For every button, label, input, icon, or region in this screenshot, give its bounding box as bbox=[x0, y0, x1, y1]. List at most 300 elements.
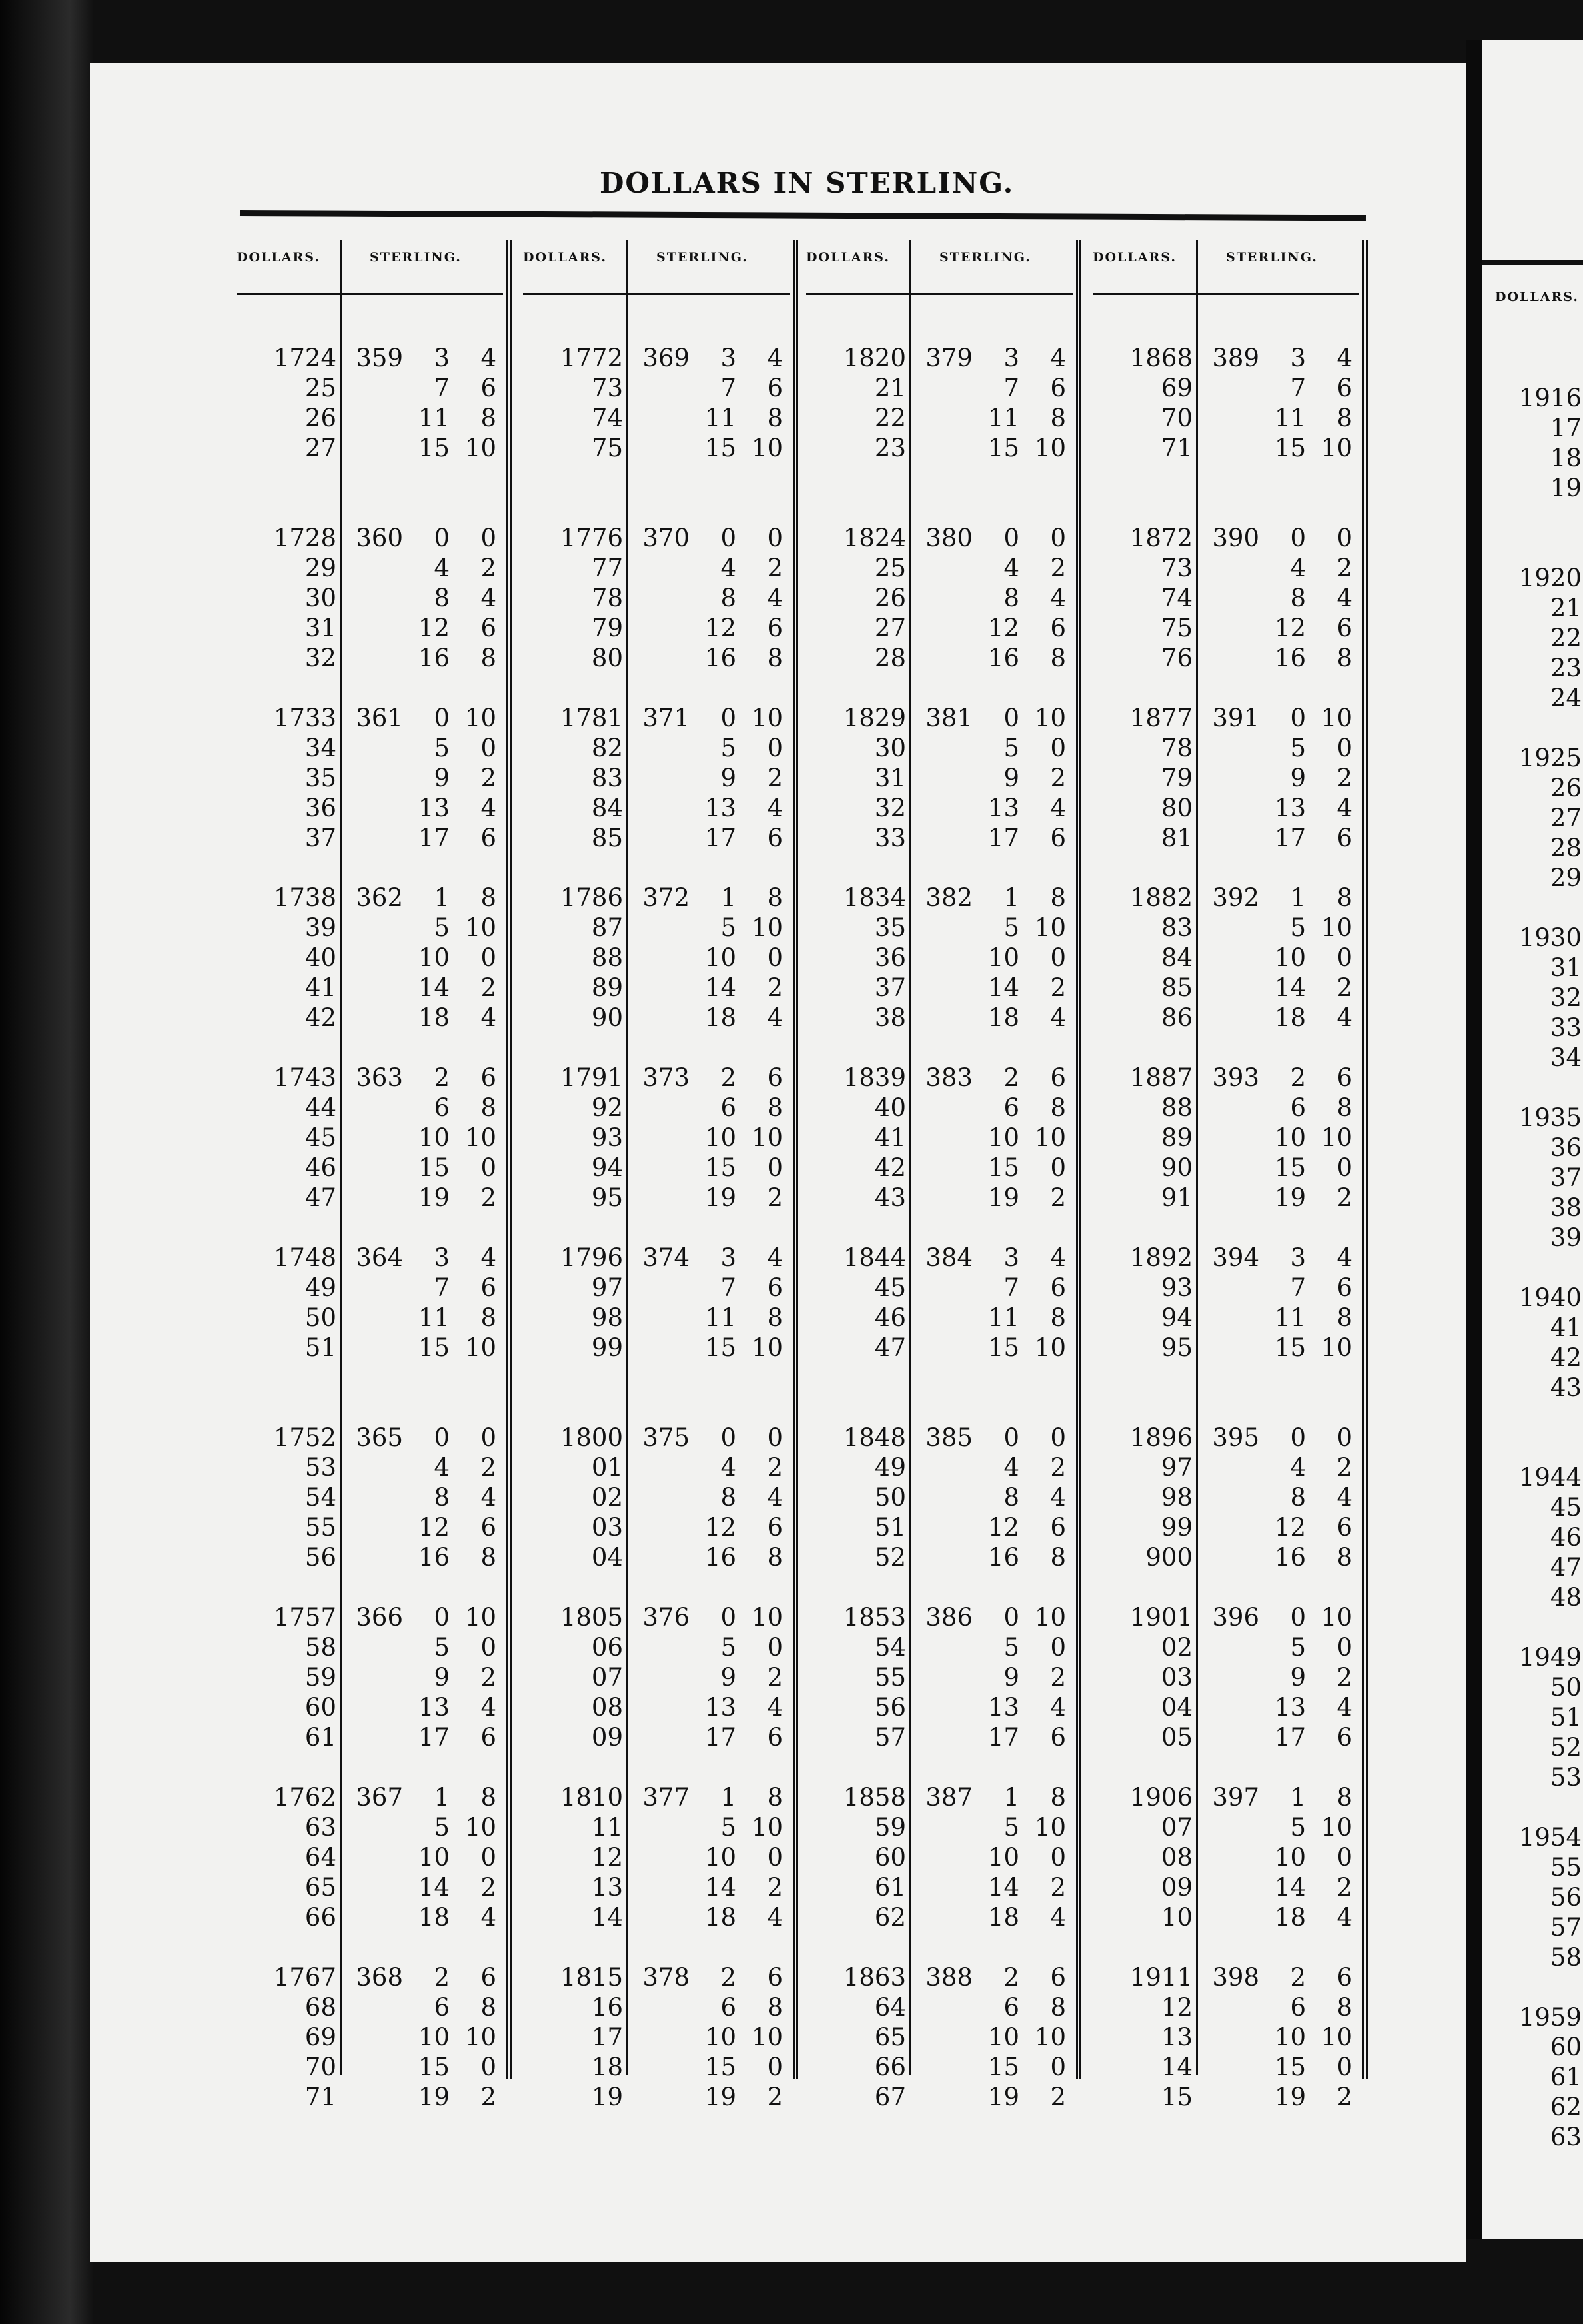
pence-value: 0 bbox=[1336, 1153, 1352, 1182]
table-row bbox=[1093, 943, 1359, 973]
dollars-value: 93 bbox=[1161, 1273, 1193, 1302]
pence-value: 10 bbox=[1034, 704, 1066, 732]
table-row bbox=[1093, 1243, 1359, 1273]
header-underline bbox=[1093, 293, 1359, 295]
pence-value: 0 bbox=[1336, 524, 1352, 552]
shillings-value: 3 bbox=[720, 1243, 736, 1272]
pence-value: 6 bbox=[1050, 1273, 1066, 1302]
shillings-value: 6 bbox=[1290, 1093, 1306, 1122]
shillings-value: 11 bbox=[418, 1303, 450, 1332]
dollars-value: 69 bbox=[1161, 374, 1193, 402]
table-row bbox=[806, 373, 1073, 403]
table-row bbox=[1482, 923, 1583, 953]
shillings-value: 4 bbox=[720, 1453, 736, 1482]
shillings-value: 14 bbox=[1274, 973, 1306, 1002]
table-row bbox=[1482, 833, 1583, 863]
pence-value: 0 bbox=[480, 734, 496, 762]
shillings-value: 18 bbox=[704, 1003, 736, 1032]
shillings-value: 7 bbox=[434, 374, 450, 402]
dollars-value: 14 bbox=[1161, 2053, 1193, 2081]
shillings-value: 5 bbox=[720, 1813, 736, 1842]
pounds-value: 362 bbox=[356, 883, 403, 912]
table-row bbox=[237, 1662, 503, 1692]
dollar-group bbox=[1093, 1423, 1359, 1602]
pence-value: 0 bbox=[480, 524, 496, 552]
shillings-value: 0 bbox=[1003, 1423, 1019, 1452]
pence-value: 10 bbox=[1320, 1333, 1352, 1362]
shillings-value: 12 bbox=[704, 614, 736, 642]
shillings-value: 1 bbox=[434, 1783, 450, 1812]
table-row bbox=[523, 613, 790, 643]
shillings-value: 14 bbox=[1274, 1873, 1306, 1902]
dollar-group bbox=[237, 1962, 503, 2142]
dollars-value: 1868 bbox=[1129, 344, 1193, 372]
shillings-value: 17 bbox=[1274, 824, 1306, 852]
table-row bbox=[806, 1243, 1073, 1273]
dollar-group bbox=[237, 883, 503, 1063]
table-row bbox=[523, 1003, 790, 1033]
pounds-value: 372 bbox=[642, 883, 690, 912]
shillings-value: 1 bbox=[1290, 1783, 1306, 1812]
pence-value: 2 bbox=[1050, 2083, 1066, 2111]
next-page-dollars-column bbox=[1482, 383, 1583, 2182]
pence-value: 4 bbox=[767, 584, 783, 612]
dollars-value: 1752 bbox=[273, 1423, 336, 1452]
shillings-value: 10 bbox=[1274, 943, 1306, 972]
table-row bbox=[1482, 623, 1583, 653]
table-row bbox=[1482, 2062, 1583, 2092]
shillings-value: 5 bbox=[1290, 734, 1306, 762]
shillings-value: 10 bbox=[987, 1123, 1019, 1152]
shillings-value: 5 bbox=[1003, 913, 1019, 942]
table-row bbox=[806, 403, 1073, 433]
pence-value: 10 bbox=[1034, 1603, 1066, 1632]
pence-value: 4 bbox=[480, 1243, 496, 1272]
shillings-value: 6 bbox=[1003, 1093, 1019, 1122]
section-column bbox=[523, 343, 790, 2142]
dollars-value: 36 bbox=[304, 794, 336, 822]
shillings-value: 16 bbox=[704, 644, 736, 672]
pence-value: 10 bbox=[1320, 913, 1352, 942]
shillings-value: 15 bbox=[987, 2053, 1019, 2081]
dollars-value: 85 bbox=[1161, 973, 1193, 1002]
shillings-value: 4 bbox=[1003, 554, 1019, 582]
pence-value: 8 bbox=[1050, 883, 1066, 912]
pence-value: 10 bbox=[1320, 704, 1352, 732]
dollars-value: 73 bbox=[591, 374, 623, 402]
dollars-value: 64 bbox=[304, 1843, 336, 1872]
shillings-value: 11 bbox=[1274, 1303, 1306, 1332]
dollars-value: 77 bbox=[591, 554, 623, 582]
table-row bbox=[806, 613, 1073, 643]
dollars-value: 45 bbox=[1550, 1493, 1582, 1522]
table-row bbox=[237, 1542, 503, 1572]
shillings-value: 16 bbox=[418, 644, 450, 672]
table-row bbox=[1482, 743, 1583, 773]
dollar-group bbox=[1482, 1822, 1583, 2002]
table-row bbox=[806, 1093, 1073, 1123]
shillings-value: 14 bbox=[987, 973, 1019, 1002]
table-row bbox=[806, 1123, 1073, 1153]
table-row bbox=[806, 1812, 1073, 1842]
dollars-value: 03 bbox=[1161, 1663, 1193, 1692]
dollars-value: 98 bbox=[1161, 1483, 1193, 1512]
shillings-value: 5 bbox=[720, 1633, 736, 1662]
table-row bbox=[1093, 403, 1359, 433]
shillings-value: 17 bbox=[704, 1723, 736, 1752]
table-row bbox=[1482, 803, 1583, 833]
dollars-value: 05 bbox=[1161, 1723, 1193, 1752]
table-row bbox=[237, 1063, 503, 1093]
pence-value: 8 bbox=[1050, 644, 1066, 672]
pence-value: 4 bbox=[1050, 1483, 1066, 1512]
pence-value: 10 bbox=[751, 704, 783, 732]
pence-value: 0 bbox=[1336, 734, 1352, 762]
shillings-value: 13 bbox=[704, 794, 736, 822]
dollars-value: 1820 bbox=[843, 344, 906, 372]
table-row bbox=[237, 1782, 503, 1812]
table-row bbox=[1093, 1452, 1359, 1482]
table-row bbox=[806, 1602, 1073, 1632]
shillings-value: 2 bbox=[1290, 1963, 1306, 1992]
shillings-value: 4 bbox=[720, 554, 736, 582]
dollars-value: 1930 bbox=[1518, 923, 1582, 952]
dollars-value: 50 bbox=[1550, 1673, 1582, 1702]
pence-value: 8 bbox=[767, 1543, 783, 1572]
dollars-value: 1772 bbox=[560, 344, 623, 372]
shillings-value: 15 bbox=[1274, 1333, 1306, 1362]
shillings-value: 16 bbox=[1274, 1543, 1306, 1572]
shillings-value: 8 bbox=[1003, 584, 1019, 612]
table-row bbox=[237, 553, 503, 583]
dollars-value: 1949 bbox=[1518, 1643, 1582, 1672]
section-divider bbox=[1076, 240, 1081, 2079]
shillings-value: 5 bbox=[434, 734, 450, 762]
pence-value: 4 bbox=[1050, 344, 1066, 372]
dollars-value: 25 bbox=[874, 554, 906, 582]
shillings-value: 2 bbox=[1003, 1963, 1019, 1992]
dollars-value: 1815 bbox=[560, 1963, 623, 1992]
pence-value: 2 bbox=[767, 554, 783, 582]
pence-value: 4 bbox=[1336, 1483, 1352, 1512]
shillings-value: 15 bbox=[704, 1333, 736, 1362]
dollars-value: 1882 bbox=[1129, 883, 1193, 912]
table-row bbox=[237, 1902, 503, 1932]
table-row bbox=[523, 733, 790, 763]
shillings-value: 15 bbox=[1274, 1153, 1306, 1182]
shillings-value: 4 bbox=[1290, 554, 1306, 582]
table-row bbox=[1093, 523, 1359, 553]
sterling-header: STERLING. bbox=[1226, 250, 1318, 265]
dollars-value: 1781 bbox=[560, 704, 623, 732]
pence-value: 0 bbox=[1050, 524, 1066, 552]
pence-value: 6 bbox=[767, 1963, 783, 1992]
dollars-value: 56 bbox=[304, 1543, 336, 1572]
table-row bbox=[237, 1512, 503, 1542]
shillings-value: 0 bbox=[1003, 1603, 1019, 1632]
table-row bbox=[806, 1183, 1073, 1213]
table-row bbox=[806, 1962, 1073, 1992]
shillings-value: 16 bbox=[704, 1543, 736, 1572]
pence-value: 6 bbox=[1050, 1063, 1066, 1092]
shillings-value: 15 bbox=[987, 1333, 1019, 1362]
shillings-value: 17 bbox=[418, 824, 450, 852]
dollars-value: 01 bbox=[591, 1453, 623, 1482]
dollars-value: 37 bbox=[874, 973, 906, 1002]
shillings-value: 18 bbox=[1274, 1003, 1306, 1032]
table-row bbox=[237, 793, 503, 823]
dollars-value: 79 bbox=[1161, 764, 1193, 792]
shillings-value: 10 bbox=[987, 1843, 1019, 1872]
table-row bbox=[1093, 2082, 1359, 2112]
pence-value: 6 bbox=[1336, 1513, 1352, 1542]
dollars-value: 32 bbox=[1550, 983, 1582, 1012]
table-row bbox=[523, 1423, 790, 1452]
shillings-value: 7 bbox=[1290, 374, 1306, 402]
shillings-value: 9 bbox=[720, 764, 736, 792]
table-row bbox=[1482, 473, 1583, 503]
shillings-value: 13 bbox=[418, 794, 450, 822]
dollars-value: 1959 bbox=[1518, 2003, 1582, 2032]
shillings-value: 15 bbox=[418, 1153, 450, 1182]
pence-value: 8 bbox=[1050, 1993, 1066, 2022]
dollars-value: 89 bbox=[591, 973, 623, 1002]
table-row bbox=[1093, 343, 1359, 373]
table-row bbox=[237, 373, 503, 403]
sterling-header: STERLING. bbox=[939, 250, 1031, 265]
section-divider bbox=[793, 240, 798, 2079]
table-row bbox=[1482, 1103, 1583, 1133]
shillings-value: 0 bbox=[434, 704, 450, 732]
dollars-value: 1916 bbox=[1518, 384, 1582, 412]
table-row bbox=[1093, 1482, 1359, 1512]
table-row bbox=[1093, 973, 1359, 1003]
dollars-value: 37 bbox=[304, 824, 336, 852]
shillings-value: 16 bbox=[418, 1543, 450, 1572]
table-row bbox=[1093, 1812, 1359, 1842]
dollars-value: 47 bbox=[304, 1183, 336, 1212]
table-row bbox=[806, 1482, 1073, 1512]
pence-value: 10 bbox=[1320, 2023, 1352, 2051]
dollar-group bbox=[1482, 563, 1583, 743]
shillings-value: 14 bbox=[987, 1873, 1019, 1902]
table-row bbox=[523, 343, 790, 373]
dollars-value: 85 bbox=[591, 824, 623, 852]
table-row bbox=[806, 553, 1073, 583]
dollars-value: 55 bbox=[1550, 1853, 1582, 1882]
shillings-value: 16 bbox=[1274, 644, 1306, 672]
table-row bbox=[806, 2082, 1073, 2112]
dollars-value: 74 bbox=[591, 404, 623, 432]
table-row bbox=[1093, 2052, 1359, 2082]
pounds-value: 392 bbox=[1212, 883, 1259, 912]
shillings-value: 13 bbox=[987, 794, 1019, 822]
shillings-value: 5 bbox=[434, 1813, 450, 1842]
next-page-edge bbox=[1466, 40, 1583, 2239]
shillings-value: 0 bbox=[720, 1423, 736, 1452]
pence-value: 8 bbox=[480, 1543, 496, 1572]
pounds-value: 388 bbox=[925, 1963, 973, 1992]
shillings-value: 8 bbox=[434, 584, 450, 612]
shillings-value: 11 bbox=[987, 404, 1019, 432]
dollar-group bbox=[237, 1063, 503, 1243]
table-row bbox=[237, 433, 503, 463]
dollars-value: 1896 bbox=[1129, 1423, 1193, 1452]
pence-value: 6 bbox=[1336, 1273, 1352, 1302]
dollars-header: DOLLARS. bbox=[523, 250, 607, 265]
table-row bbox=[523, 1153, 790, 1183]
dollars-value: 42 bbox=[874, 1153, 906, 1182]
pounds-value: 377 bbox=[642, 1783, 690, 1812]
shillings-value: 13 bbox=[987, 1693, 1019, 1722]
dollar-group bbox=[806, 1962, 1073, 2142]
dollars-value: 92 bbox=[591, 1093, 623, 1122]
dollars-value: 04 bbox=[1161, 1693, 1193, 1722]
pence-value: 2 bbox=[480, 554, 496, 582]
shillings-value: 12 bbox=[418, 1513, 450, 1542]
table-row bbox=[1482, 563, 1583, 593]
pence-value: 8 bbox=[480, 1993, 496, 2022]
dollars-value: 80 bbox=[591, 644, 623, 672]
dollar-group bbox=[1482, 2002, 1583, 2182]
dollars-value: 29 bbox=[1550, 864, 1582, 892]
pence-value: 6 bbox=[1050, 614, 1066, 642]
dollars-value: 1796 bbox=[560, 1243, 623, 1272]
pence-value: 4 bbox=[480, 1483, 496, 1512]
shillings-value: 0 bbox=[1290, 1423, 1306, 1452]
table-row bbox=[523, 583, 790, 613]
header-underline bbox=[237, 293, 503, 295]
shillings-value: 8 bbox=[1003, 1483, 1019, 1512]
shillings-value: 15 bbox=[1274, 434, 1306, 462]
dollar-group bbox=[1093, 523, 1359, 703]
pounds-value: 367 bbox=[356, 1783, 403, 1812]
dollars-value: 90 bbox=[591, 1003, 623, 1032]
shillings-value: 7 bbox=[1003, 374, 1019, 402]
dollar-group bbox=[523, 703, 790, 883]
dollar-group bbox=[806, 1423, 1073, 1602]
book-spine bbox=[0, 0, 93, 2324]
table-row bbox=[1093, 1093, 1359, 1123]
shillings-value: 4 bbox=[434, 554, 450, 582]
dollar-group bbox=[523, 1962, 790, 2142]
pence-value: 4 bbox=[1336, 1693, 1352, 1722]
table-row bbox=[806, 1452, 1073, 1482]
pence-value: 6 bbox=[480, 1513, 496, 1542]
dollars-value: 59 bbox=[304, 1663, 336, 1692]
pence-value: 10 bbox=[1320, 1813, 1352, 1842]
pence-value: 6 bbox=[1050, 1723, 1066, 1752]
pence-value: 6 bbox=[767, 1273, 783, 1302]
sterling-header: STERLING. bbox=[370, 250, 462, 265]
shillings-value: 17 bbox=[704, 824, 736, 852]
dollars-header: DOLLARS. bbox=[1093, 250, 1177, 265]
dollars-value: 86 bbox=[1161, 1003, 1193, 1032]
pence-value: 0 bbox=[1050, 1843, 1066, 1872]
dollar-group bbox=[523, 1782, 790, 1962]
table-row bbox=[523, 793, 790, 823]
dollars-value: 60 bbox=[304, 1693, 336, 1722]
pence-value: 2 bbox=[1050, 973, 1066, 1002]
pounds-value: 389 bbox=[1212, 344, 1259, 372]
shillings-value: 2 bbox=[1290, 1063, 1306, 1092]
pence-value: 8 bbox=[1050, 1543, 1066, 1572]
dollars-value: 99 bbox=[1161, 1513, 1193, 1542]
pence-value: 0 bbox=[480, 2053, 496, 2081]
table-row bbox=[806, 643, 1073, 673]
pence-value: 0 bbox=[767, 943, 783, 972]
dollars-value: 31 bbox=[1550, 953, 1582, 982]
dollars-value: 1733 bbox=[273, 704, 336, 732]
pounds-value: 368 bbox=[356, 1963, 403, 1992]
dollars-value: 54 bbox=[874, 1633, 906, 1662]
dollars-header: DOLLARS. bbox=[237, 250, 320, 265]
pence-value: 2 bbox=[480, 1663, 496, 1692]
dollars-value: 28 bbox=[1550, 834, 1582, 862]
dollar-group bbox=[806, 1782, 1073, 1962]
dollar-group bbox=[806, 343, 1073, 523]
shillings-value: 4 bbox=[1003, 1453, 1019, 1482]
dollars-value: 1892 bbox=[1129, 1243, 1193, 1272]
dollars-value: 46 bbox=[304, 1153, 336, 1182]
table-row bbox=[1093, 1423, 1359, 1452]
dollar-group bbox=[806, 1243, 1073, 1423]
pence-value: 2 bbox=[1050, 764, 1066, 792]
dollars-value: 56 bbox=[874, 1693, 906, 1722]
shillings-value: 2 bbox=[720, 1063, 736, 1092]
pence-value: 6 bbox=[1336, 614, 1352, 642]
table-row bbox=[1093, 583, 1359, 613]
dollars-value: 1877 bbox=[1129, 704, 1193, 732]
shillings-value: 0 bbox=[1003, 524, 1019, 552]
table-row bbox=[1482, 443, 1583, 473]
shillings-value: 18 bbox=[418, 1903, 450, 1932]
pence-value: 8 bbox=[480, 883, 496, 912]
dollars-value: 27 bbox=[874, 614, 906, 642]
pence-value: 4 bbox=[1336, 794, 1352, 822]
shillings-value: 0 bbox=[434, 1603, 450, 1632]
pence-value: 6 bbox=[480, 1273, 496, 1302]
pence-value: 6 bbox=[480, 374, 496, 402]
table-row bbox=[806, 1303, 1073, 1333]
dollars-value: 42 bbox=[304, 1003, 336, 1032]
dollars-value: 60 bbox=[1550, 2033, 1582, 2061]
pence-value: 8 bbox=[1050, 1783, 1066, 1812]
table-row bbox=[523, 1722, 790, 1752]
table-row bbox=[523, 1452, 790, 1482]
dollars-value: 49 bbox=[304, 1273, 336, 1302]
table-row bbox=[237, 1273, 503, 1303]
dollars-value: 07 bbox=[1161, 1813, 1193, 1842]
dollars-value: 55 bbox=[874, 1663, 906, 1692]
shillings-value: 15 bbox=[704, 434, 736, 462]
pounds-value: 361 bbox=[356, 704, 403, 732]
table-row bbox=[806, 343, 1073, 373]
table-row bbox=[523, 763, 790, 793]
pence-value: 8 bbox=[1336, 1783, 1352, 1812]
table-row bbox=[1482, 1852, 1583, 1882]
shillings-value: 10 bbox=[704, 2023, 736, 2051]
dollars-value: 36 bbox=[1550, 1133, 1582, 1162]
table-row bbox=[1093, 1902, 1359, 1932]
shillings-value: 19 bbox=[704, 1183, 736, 1212]
shillings-value: 2 bbox=[434, 1063, 450, 1092]
dollar-group bbox=[523, 1243, 790, 1423]
table-row bbox=[806, 1662, 1073, 1692]
pounds-value: 394 bbox=[1212, 1243, 1259, 1272]
pence-value: 10 bbox=[1034, 2023, 1066, 2051]
pounds-value: 371 bbox=[642, 704, 690, 732]
